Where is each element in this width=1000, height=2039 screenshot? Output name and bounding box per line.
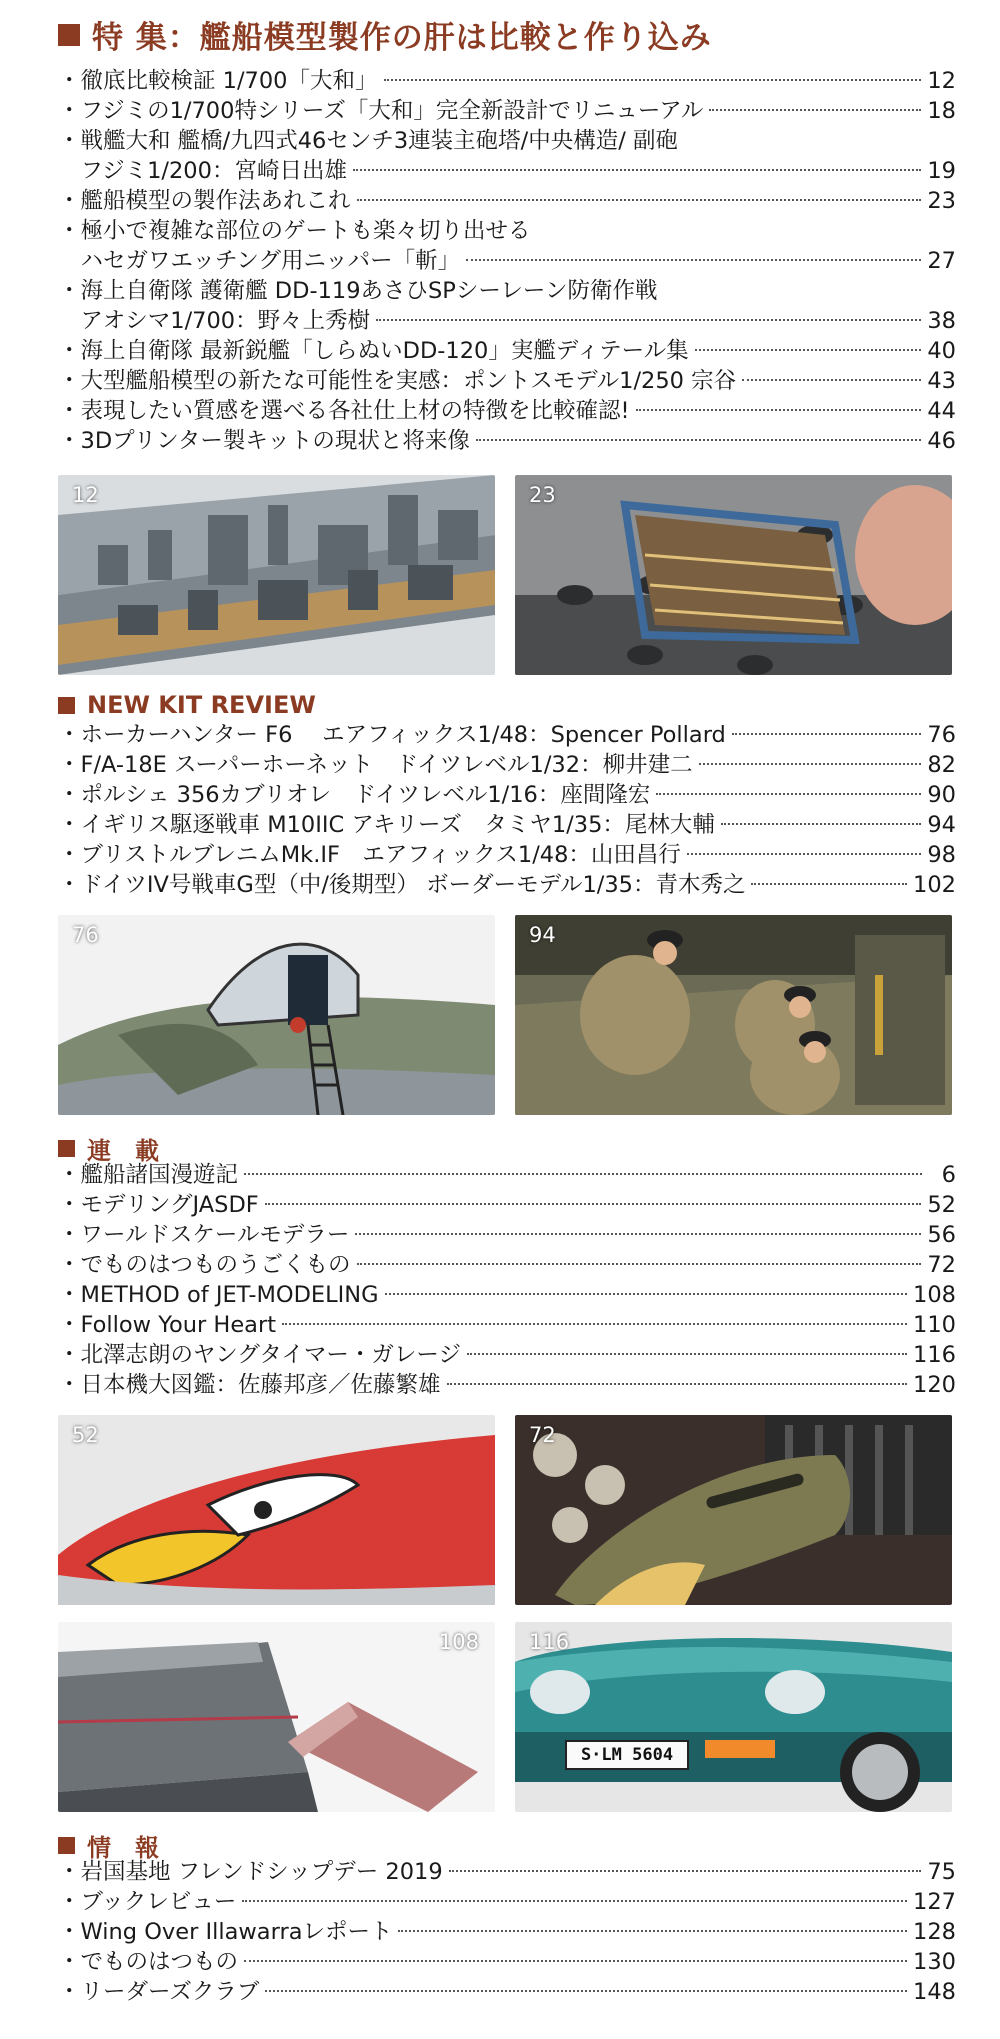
photo-jet-cockpit: [58, 915, 495, 1115]
series-toc: [58, 1160, 956, 1400]
toc-item-continued[interactable]: フジミ1/200：宮崎日出雄 19: [58, 158, 956, 184]
toc-item[interactable]: ・極小で複雑な部位のゲートも楽々切り出せる: [58, 218, 531, 244]
toc-item[interactable]: ・海上自衛隊 最新鋭艦「しらぬいDD-120」実艦ディテール集 40: [58, 338, 956, 364]
toc-item[interactable]: ・ドイツIV号戦車G型（中/後期型） ボーダーモデル1/35：青木秀之 102: [58, 872, 956, 898]
toc-item[interactable]: ・ホーカーハンター F6 エアフィックス1/48：Spencer Pollard 76: [58, 722, 956, 748]
toc-item-continued[interactable]: ハセガワエッチング用ニッパー「斬」 27: [58, 248, 956, 274]
toc-item[interactable]: ・Wing Over Illawarraレポート 128: [58, 1919, 956, 1945]
photo-page-number: 108: [438, 1630, 479, 1654]
kit-review-toc: [58, 720, 956, 900]
toc-item-continued[interactable]: アオシマ1/700：野々上秀樹 38: [58, 308, 956, 334]
photo-page-number: 12: [72, 483, 99, 507]
kit-review-section-title: [58, 691, 316, 719]
photo-sanding-jet-part: [58, 1622, 495, 1812]
feature-section-title: [58, 12, 712, 57]
photo-sports-car: [515, 1622, 952, 1812]
info-title: 情 報: [87, 1834, 159, 1862]
photo-page-number: 72: [529, 1423, 556, 1447]
toc-item[interactable]: ・戦艦大和 艦橋/九四式46センチ3連装主砲塔/中央構造/ 副砲: [58, 128, 678, 154]
toc-item[interactable]: ・海上自衛隊 護衛艦 DD-119あさひSPシーレーン防衛作戦: [58, 278, 658, 304]
toc-item[interactable]: ・METHOD of JET-MODELING 108: [58, 1282, 956, 1308]
toc-item[interactable]: ・表現したい質感を選べる各社仕上材の特徴を比較確認! 44: [58, 398, 956, 424]
toc-item[interactable]: ・日本機大図鑑：佐藤邦彦／佐藤繁雄 120: [58, 1372, 956, 1398]
photo-page-number: 94: [529, 923, 556, 947]
toc-item[interactable]: ・岩国基地 フレンドシップデー 2019 75: [58, 1859, 956, 1885]
info-toc: [58, 1857, 956, 2007]
series-title: 連 載: [87, 1137, 159, 1165]
toc-item[interactable]: ・3Dプリンター製キットの現状と将来像 46: [58, 428, 956, 454]
section-square-icon: [58, 1837, 75, 1854]
photo-flight-deck-part: [515, 475, 952, 675]
toc-item[interactable]: ・モデリングJASDF 52: [58, 1192, 956, 1218]
photo-page-number: 116: [529, 1630, 570, 1654]
photo-eagle-nose-art: [58, 1415, 495, 1605]
toc-item[interactable]: ・ブックレビュー 127: [58, 1889, 956, 1915]
toc-item[interactable]: ・F/A-18E スーパーホーネット ドイツレベル1/32：柳井建二 82: [58, 752, 956, 778]
toc-item[interactable]: ・でものはつものうごくもの 72: [58, 1252, 956, 1278]
section-square-icon: [58, 1140, 75, 1157]
toc-item[interactable]: ・ブリストルブレニムMk.IF エアフィックス1/48：山田昌行 98: [58, 842, 956, 868]
feature-toc: [58, 66, 956, 456]
feature-title: 特 集：艦船模型製作の肝は比較と作り込み: [92, 20, 712, 56]
toc-item[interactable]: ・徹底比較検証 1/700「大和」 12: [58, 68, 956, 94]
photo-weathered-part: [515, 1415, 952, 1605]
toc-item[interactable]: ・北澤志朗のヤングタイマー・ガレージ 116: [58, 1342, 956, 1368]
toc-item[interactable]: ・ポルシェ 356カブリオレ ドイツレベル1/16：座間隆宏 90: [58, 782, 956, 808]
kit-review-title: NEW KIT REVIEW: [87, 691, 316, 719]
toc-item[interactable]: ・ワールドスケールモデラー 56: [58, 1222, 956, 1248]
toc-item[interactable]: ・リーダーズクラブ 148: [58, 1979, 956, 2005]
toc-item[interactable]: ・Follow Your Heart 110: [58, 1312, 956, 1338]
section-square-icon: [58, 697, 75, 714]
license-plate: S·LM 5604: [565, 1740, 689, 1770]
toc-item[interactable]: ・艦船諸国漫遊記 6: [58, 1162, 956, 1188]
toc-item[interactable]: ・フジミの1/700特シリーズ「大和」完全新設計でリニューアル 18: [58, 98, 956, 124]
photo-tank-crew: [515, 915, 952, 1115]
toc-item[interactable]: ・イギリス駆逐戦車 M10IIC アキリーズ タミヤ1/35：尾林大輔 94: [58, 812, 956, 838]
photo-page-number: 76: [72, 923, 99, 947]
photo-page-number: 23: [529, 483, 556, 507]
photo-battleship-models: [58, 475, 495, 675]
toc-item[interactable]: ・でものはつもの 130: [58, 1949, 956, 1975]
toc-item[interactable]: ・大型艦船模型の新たな可能性を実感：ポントスモデル1/250 宗谷 43: [58, 368, 956, 394]
photo-page-number: 52: [72, 1423, 99, 1447]
toc-item[interactable]: ・艦船模型の製作法あれこれ 23: [58, 188, 956, 214]
section-square-icon: [58, 24, 80, 46]
